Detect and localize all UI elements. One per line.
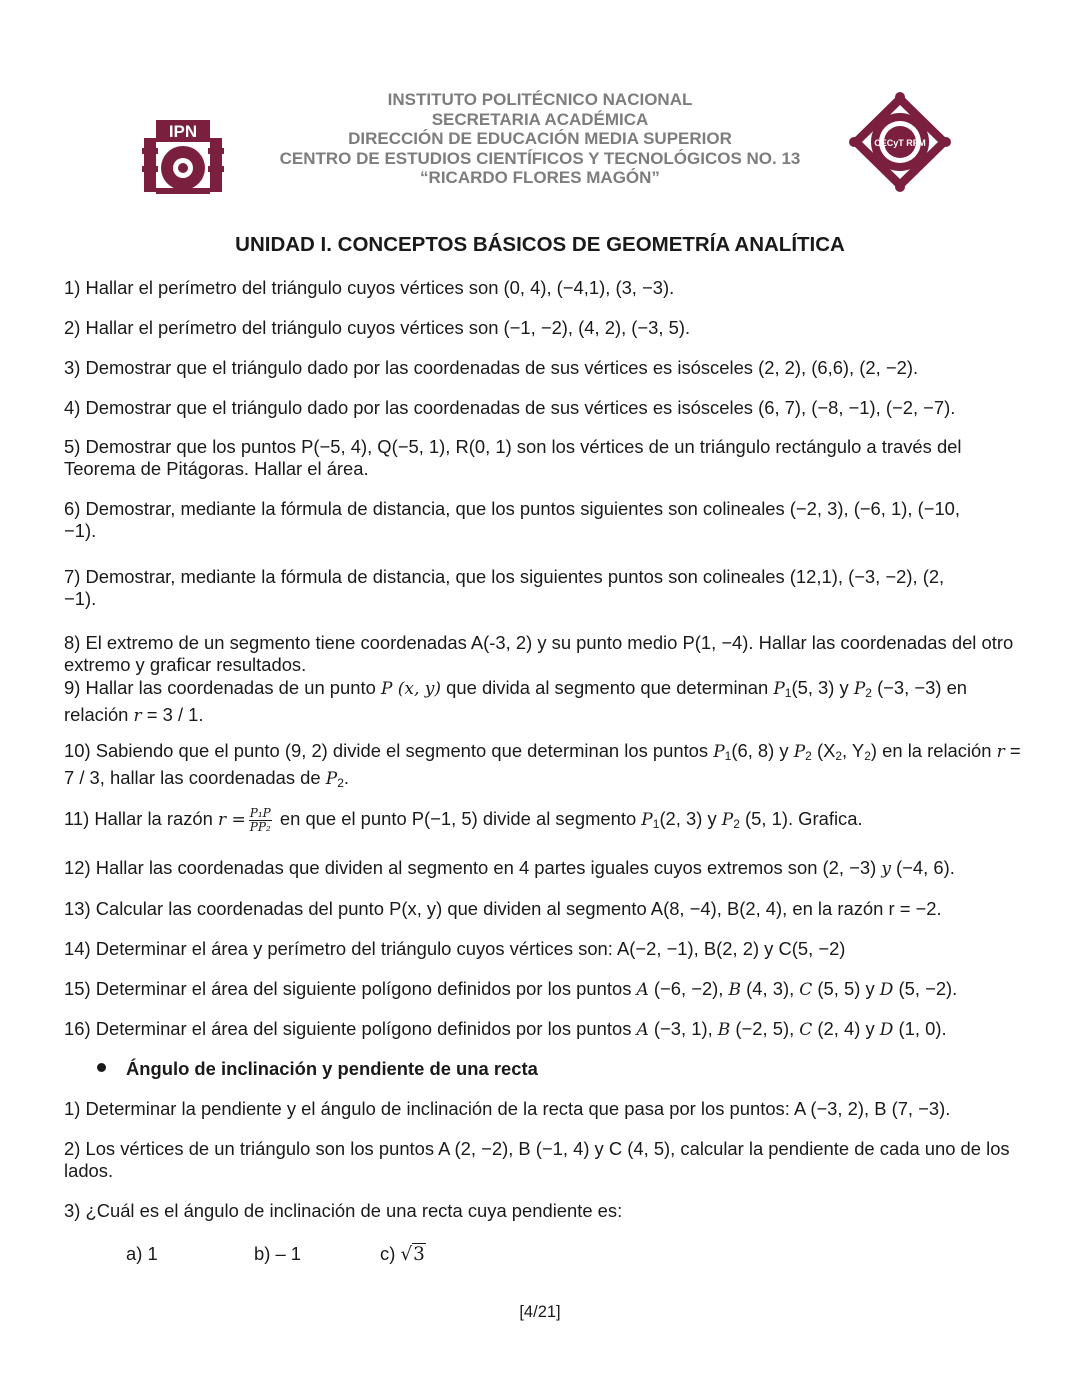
option-b: b) – 1 [254, 1243, 302, 1264]
problem-6: 6) Demostrar, mediante la fórmula de distancia, que los puntos siguientes son colineales (−2, 3), (−6, 1), (−10, −1). [64, 498, 961, 541]
institution-header [255, 90, 825, 188]
problem-2: 2) Hallar el perímetro del triángulo cuyos vértices son (−1, −2), (4, 2), (−3, 5). [64, 317, 691, 338]
problem-16: 16) Determinar el área del siguiente polígono definidos por los puntos A (−3, 1), B (−2, 5), C (2, 4) y D (1, 0). [64, 1018, 947, 1040]
header-line-centro: CENTRO DE ESTUDIOS CIENTÍFICOS Y TECNOLÓGICOS NO. 13 [279, 148, 801, 168]
header-line-secretaria: SECRETARIA ACADÉMICA [431, 109, 649, 129]
bullet-icon [97, 1063, 106, 1072]
ratio-fraction: $\frac{\text{P₁P}}{\text{PP₂}}$ [249, 805, 271, 834]
problem-9: 9) Hallar las coordenadas de un punto P (x, y) que divida al segmento que determinan $P_1(5$, 3) y $P_2$ (−3, −3) en relación r = 3 / 1. [64, 677, 968, 726]
document-header [0, 90, 1080, 195]
math-point-p: P (x, y) [380, 679, 442, 699]
problem-1: 1) Hallar el perímetro del triángulo cuyos vértices son (0, 4), (−4,1), (3, −3). [64, 277, 675, 298]
problem-3: 3) Demostrar que el triángulo dado por las coordenadas de sus vértices es isósceles (2, 2), (6,6), (2, −2). [64, 357, 919, 378]
slope-question-1: 1) Determinar la pendiente y el ángulo de inclinación de la recta que pasa por los puntos: A (−3, 2), B (7, −3). [64, 1098, 951, 1119]
problem-5: 5) Demostrar que los puntos P(−5, 4), Q(−5, 1), R(0, 1) son los vértices de un triángulo rectángulo a través del Teorema de Pitágoras. Hallar el área. [64, 436, 962, 479]
option-a: a) 1 [126, 1243, 158, 1264]
sqrt-symbol: √ [400, 1244, 413, 1265]
problem-7: 7) Demostrar, mediante la fórmula de distancia, que los siguientes puntos son colineales (12,1), (−3, −2), (2, −1). [64, 566, 945, 609]
header-line-institute: INSTITUTO POLITÉCNICO NACIONAL [387, 90, 693, 109]
svg-text:IPN: IPN [168, 122, 198, 141]
section-heading [97, 1058, 538, 1080]
section-heading-text: Ángulo de inclinación y pendiente de una recta [126, 1058, 538, 1079]
problem-8: 8) El extremo de un segmento tiene coordenadas A(-3, 2) y su punto medio P(1, −4). Hallar las coordenadas del otro extremo y graficar resultados. [64, 632, 1014, 675]
problem-10: 10) Sabiendo que el punto (9, 2) divide el segmento que determinan los puntos $P_1(6$, 8) y $P_2$ ($X_2$, $Y_2$) en la relación r = 7 / 3, hallar las coordenadas de $P_2$. [64, 740, 1021, 790]
unit-title: UNIDAD I. CONCEPTOS BÁSICOS DE GEOMETRÍA ANALÍTICA [235, 233, 845, 256]
ipn-logo [142, 118, 224, 194]
cecyt-logo [848, 91, 952, 193]
problem-12: 12) Hallar las coordenadas que dividen al segmento en 4 partes iguales cuyos extremos son (2, −3) y (−4, 6). [64, 857, 955, 879]
slope-question-2: 2) Los vértices de un triángulo son los puntos A (2, −2), B (−1, 4) y C (4, 5), calcular la pendiente de cada uno de los lados. [64, 1138, 1010, 1181]
option-c: c) √3 [380, 1243, 425, 1265]
page-number: [4/21] [519, 1303, 561, 1321]
problem-11: 11) Hallar la razón r = $\frac{\text{P₁P}}{\text{PP₂}}$ en que el punto P(−1, 5) divide al segmento $P_1(2$, 3) y $P_2$ (5, 1). Grafica. [64, 805, 863, 834]
header-line-school-name: “RICARDO FLORES MAGÓN” [420, 168, 660, 188]
problem-14: 14) Determinar el área y perímetro del triángulo cuyos vértices son: A(−2, −1), B(2, 2) y C(5, −2) [64, 938, 846, 959]
problem-13: 13) Calcular las coordenadas del punto P(x, y) que dividen al segmento A(8, −4), B(2, 4), en la razón r = −2. [64, 898, 942, 919]
slope-question-3: 3) ¿Cuál es el ángulo de inclinación de una recta cuya pendiente es: [64, 1200, 623, 1221]
problem-15: 15) Determinar el área del siguiente polígono definidos por los puntos A (−6, −2), B (4, 3), C (5, 5) y D (5, −2). [64, 978, 958, 1000]
header-line-direccion: DIRECCIÓN DE EDUCACIÓN MEDIA SUPERIOR [348, 129, 732, 149]
problem-4: 4) Demostrar que el triángulo dado por las coordenadas de sus vértices es isósceles (6, 7), (−8, −1), (−2, −7). [64, 397, 956, 418]
svg-text:CECyT RFM: CECyT RFM [874, 138, 926, 148]
